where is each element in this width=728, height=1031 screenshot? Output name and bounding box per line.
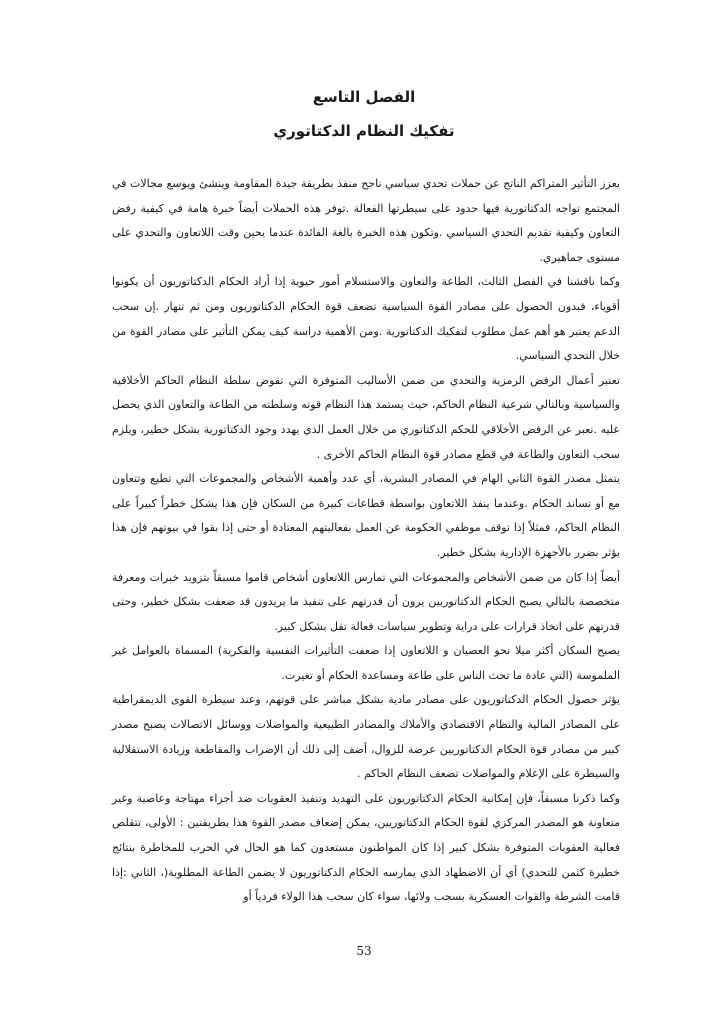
paragraph: يتمثل مصدر القوة الثاني الهام في المصادر البشرية، أي عدد وأهمية الأشخاص والمجموعات التي تطيع وتتعاون مع أو تساند الحكام .وعندما ينفذ اللاتعاون بواسطة قطاعات كبيرة من السكان فإن هذا يشكل خطراً كبيراً على النظام الحاكم، فمثلاً إذا توقف موظفي الحكومة عن العمل بفعاليتهم المعتادة أو حتى إذا بقوا في بيوتهم فإن هذا يؤثر بضرر بالأجهزة الإدارية بشكل خطير.	[112, 472, 620, 559]
document-body	[112, 172, 620, 910]
paragraph: تعتبر أعمال الرفض الرمزية والتحدي من ضمن الأساليب المتوفرة التي تقوض سلطة النظام الحاكم الأخلاقية والسياسية وبالتالي شرعية النظام الحاكم، حيث يستمد هذا النظام قوته وسلطته من الطاعة والتعاون الذي يحصل عليه .نعبر عن الرفض الأخلاقي للحكم الدكتاتوري من خلال العمل الذي يهدد وجود الدكتاتورية بشكل خطير، ويلزم سحب التعاون والطاعة في قطع مصادر قوة النظام الحاكم الأخرى .	[112, 373, 620, 461]
chapter-title: الفصل التاسع	[312, 88, 416, 106]
section-title: تفكيك النظام الدكتاتوري	[273, 122, 455, 140]
paragraph: وكما ناقشنا في الفصل الثالث، الطاعة والتعاون والاستسلام أمور حيوية إذا أراد الحكام الدكتاتوريون أن يكونوا أقوياء، فبدون الحصول على مصادر القوة السياسية تضعف قوة الحكام الدكتاتوريون ومن ثم تنهار .إن سحب الدعم يعتبر هو أهم عمل مطلوب لتفكيك الدكتاتورية .ومن الأهمية دراسة كيف يمكن التأثير على مصادر القوة من خلال التحدي السياسي.	[112, 275, 620, 363]
page-number: 53	[356, 944, 372, 958]
paragraph: وكما ذكرنا مسبقاً، فإن إمكانية الحكام الدكتاتوريون على التهديد وتنفيذ العقوبات ضد أجزاء مهتاجة وعاصية وغير متعاونة هو المصدر المركزي لقوة الحكام الدكتاتوريين، يمكن إضعاف مصدر القوة هذا بطريقتين : الأولى، تتقلص فعالية العقوبات المتوفرة بشكل كبير إذا كان المواطنون مستعدون كما هو الحال في الحرب للمخاطرة بنتائج خطيرة كثمن للتحدي) أي أن الاضطهاد الذي يمارسه الحكام الدكتاتوريون لا يضمن الطاعة المطلوبة(، الثاني :إذا قامت الشرطة والقوات العسكرية بسحب ولائها، سواء كان سحب هذا الولاء فردياً أو	[112, 791, 620, 904]
paragraph: يؤثر حصول الحكام الدكتاتوريون على مصادر مادية بشكل مباشر على قوتهم، وعند سيطرة القوى الديمقراطية على المصادر المالية والنظام الاقتصادي والأملاك والمصادر الطبيعية والمواصلات ووسائل الاتصالات يصبح مصدر كبير من مصادر قوة الحكام الدكتاتوريين عرضة للزوال، أضف إلى ذلك أن الإضراب والمقاطعة وزيادة الاستقلالية والسيطرة على الإعلام والمواصلات تضعف النظام الحاكم .	[112, 693, 620, 781]
paragraph: يعزز التأثير المتراكم الناتج عن حملات تحدي سياسي ناجح منفذ بطريقة جيدة المقاومة وينشئ ويوسع مجالات في المجتمع تواجه الدكتاتورية فيها حدود على سيطرتها الفعالة .توفر هذه الحملات أيضاً خبرة هامة في كيفية رفض التعاون وكيفية تقديم التحدي السياسي .وتكون هذه الخبرة بالغة الفائدة عندما يحين وقت اللاتعاون والتحدي على مستوى جماهيري.	[112, 177, 620, 264]
paragraph: أيضاً إذا كان من ضمن الأشخاص والمجموعات التي تمارس اللاتعاون أشخاص قاموا مسبقاً بتزويد خبرات ومعرفة متخصصة بالتالي يصبح الحكام الدكتاتوريين يرون أن قدرتهم على تنفيذ ما يريدون قد ضعفت بشكل خطير، وحتى قدرتهم على اتخاذ قرارات على دراية وتطوير سياسات فعالة تقل بشكل كبير.	[112, 570, 620, 633]
paragraph: يصبح السكان أكثر ميلا نحو العصيان و اللاتعاون إذا ضعفت التأثيرات النفسية والفكرية) المسماة بالعوامل غير الملموسة (التي عادة ما تحث الناس على طاعة ومساعدة الحكام أو تغيرت.	[112, 644, 620, 682]
